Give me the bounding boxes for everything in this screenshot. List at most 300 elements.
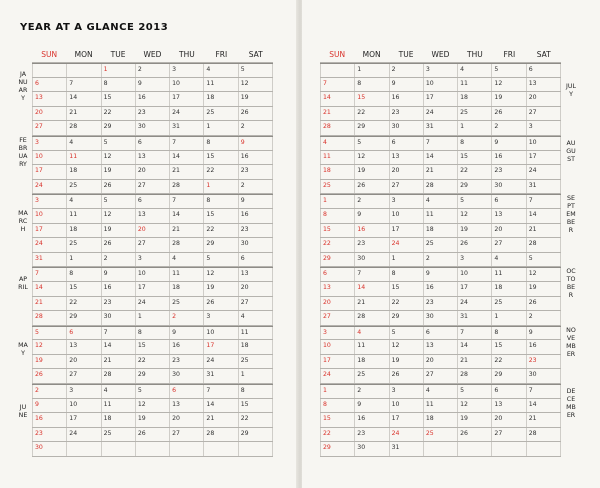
day-cell[interactable]: 25: [67, 238, 101, 252]
day-cell[interactable]: 3: [67, 385, 101, 398]
day-cell[interactable]: 11: [320, 151, 355, 165]
day-cell[interactable]: 2: [136, 64, 170, 77]
day-cell[interactable]: 9: [424, 268, 458, 281]
day-cell[interactable]: 27: [320, 311, 355, 325]
day-cell[interactable]: 20: [239, 282, 273, 296]
day-cell[interactable]: 12: [458, 209, 492, 223]
day-cell[interactable]: 3: [170, 64, 204, 77]
day-cell[interactable]: 4: [355, 327, 389, 340]
day-cell[interactable]: 5: [102, 195, 136, 208]
day-cell[interactable]: 7: [424, 137, 458, 150]
day-cell[interactable]: 3: [424, 64, 458, 77]
day-cell[interactable]: 8: [136, 327, 170, 340]
day-cell[interactable]: 31: [204, 369, 238, 383]
day-cell[interactable]: 5: [458, 195, 492, 208]
day-cell[interactable]: 2: [492, 121, 526, 135]
day-cell[interactable]: 6: [136, 137, 170, 150]
day-cell[interactable]: 1: [102, 64, 136, 77]
day-cell[interactable]: 13: [32, 92, 67, 106]
day-cell[interactable]: 10: [32, 151, 67, 165]
day-cell[interactable]: 18: [67, 224, 101, 238]
day-cell[interactable]: 27: [239, 297, 273, 311]
day-cell[interactable]: 13: [239, 268, 273, 281]
day-cell[interactable]: 2: [527, 311, 561, 325]
day-cell[interactable]: 30: [527, 369, 561, 383]
day-cell[interactable]: [320, 64, 355, 77]
day-cell[interactable]: 24: [136, 297, 170, 311]
day-cell[interactable]: 26: [527, 297, 561, 311]
day-cell[interactable]: 5: [527, 253, 561, 267]
day-cell[interactable]: 2: [355, 195, 389, 208]
day-cell[interactable]: 17: [32, 165, 67, 179]
day-cell[interactable]: 7: [170, 137, 204, 150]
day-cell[interactable]: 16: [527, 340, 561, 354]
day-cell[interactable]: 10: [390, 209, 424, 223]
day-cell[interactable]: 12: [527, 268, 561, 281]
day-cell[interactable]: 30: [102, 311, 136, 325]
day-cell[interactable]: 29: [204, 238, 238, 252]
day-cell[interactable]: 26: [239, 107, 273, 121]
day-cell[interactable]: 18: [424, 224, 458, 238]
day-cell[interactable]: 27: [136, 180, 170, 194]
day-cell[interactable]: 29: [355, 121, 389, 135]
day-cell[interactable]: 30: [170, 369, 204, 383]
day-cell[interactable]: 17: [320, 355, 355, 369]
day-cell[interactable]: 23: [239, 165, 273, 179]
day-cell[interactable]: 28: [32, 311, 67, 325]
day-cell[interactable]: 26: [204, 297, 238, 311]
day-cell[interactable]: 25: [424, 238, 458, 252]
day-cell[interactable]: 23: [239, 224, 273, 238]
day-cell[interactable]: 30: [424, 311, 458, 325]
day-cell[interactable]: 6: [67, 327, 101, 340]
day-cell[interactable]: 16: [170, 340, 204, 354]
day-cell[interactable]: 26: [32, 369, 67, 383]
day-cell[interactable]: 10: [458, 268, 492, 281]
day-cell[interactable]: 29: [102, 121, 136, 135]
day-cell[interactable]: 5: [458, 385, 492, 398]
day-cell[interactable]: 28: [424, 180, 458, 194]
day-cell[interactable]: 30: [355, 442, 389, 456]
day-cell[interactable]: 8: [204, 137, 238, 150]
day-cell[interactable]: 2: [355, 385, 389, 398]
day-cell[interactable]: 23: [355, 238, 389, 252]
day-cell[interactable]: 18: [170, 282, 204, 296]
day-cell[interactable]: 20: [67, 355, 101, 369]
day-cell[interactable]: 26: [458, 428, 492, 442]
day-cell[interactable]: 24: [204, 355, 238, 369]
day-cell[interactable]: 11: [67, 209, 101, 223]
day-cell[interactable]: 27: [32, 121, 67, 135]
day-cell[interactable]: 12: [102, 209, 136, 223]
day-cell[interactable]: 27: [390, 180, 424, 194]
day-cell[interactable]: 19: [136, 413, 170, 427]
day-cell[interactable]: 4: [67, 195, 101, 208]
day-cell[interactable]: 1: [320, 195, 355, 208]
day-cell[interactable]: 27: [67, 369, 101, 383]
day-cell[interactable]: 2: [32, 385, 67, 398]
day-cell[interactable]: 13: [320, 282, 355, 296]
day-cell[interactable]: 12: [458, 399, 492, 413]
day-cell[interactable]: 8: [492, 327, 526, 340]
day-cell[interactable]: 31: [458, 311, 492, 325]
day-cell[interactable]: 8: [67, 268, 101, 281]
day-cell[interactable]: 4: [320, 137, 355, 150]
day-cell[interactable]: 29: [136, 369, 170, 383]
day-cell[interactable]: 2: [102, 253, 136, 267]
day-cell[interactable]: 12: [390, 340, 424, 354]
day-cell[interactable]: 31: [527, 180, 561, 194]
day-cell[interactable]: 14: [67, 92, 101, 106]
day-cell[interactable]: 30: [239, 238, 273, 252]
day-cell[interactable]: 23: [527, 355, 561, 369]
day-cell[interactable]: 14: [170, 209, 204, 223]
day-cell[interactable]: 13: [170, 399, 204, 413]
day-cell[interactable]: 8: [320, 209, 355, 223]
day-cell[interactable]: 4: [102, 385, 136, 398]
day-cell[interactable]: 15: [492, 340, 526, 354]
day-cell[interactable]: 6: [136, 195, 170, 208]
day-cell[interactable]: 14: [527, 399, 561, 413]
day-cell[interactable]: 21: [527, 413, 561, 427]
day-cell[interactable]: 9: [239, 195, 273, 208]
day-cell[interactable]: [136, 442, 170, 456]
day-cell[interactable]: 4: [424, 195, 458, 208]
day-cell[interactable]: 15: [239, 399, 273, 413]
day-cell[interactable]: 7: [204, 385, 238, 398]
day-cell[interactable]: 3: [32, 137, 67, 150]
day-cell[interactable]: 11: [170, 268, 204, 281]
day-cell[interactable]: 20: [492, 413, 526, 427]
day-cell[interactable]: 6: [390, 137, 424, 150]
day-cell[interactable]: 14: [204, 399, 238, 413]
day-cell[interactable]: [492, 442, 526, 456]
day-cell[interactable]: 5: [32, 327, 67, 340]
day-cell[interactable]: 15: [102, 92, 136, 106]
day-cell[interactable]: 9: [239, 137, 273, 150]
day-cell[interactable]: 16: [355, 413, 389, 427]
day-cell[interactable]: [32, 64, 67, 77]
day-cell[interactable]: 24: [527, 165, 561, 179]
day-cell[interactable]: 21: [170, 224, 204, 238]
day-cell[interactable]: 31: [32, 253, 67, 267]
day-cell[interactable]: 10: [32, 209, 67, 223]
day-cell[interactable]: 12: [204, 268, 238, 281]
day-cell[interactable]: 25: [239, 355, 273, 369]
day-cell[interactable]: 26: [492, 107, 526, 121]
day-cell[interactable]: 8: [320, 399, 355, 413]
day-cell[interactable]: 14: [527, 209, 561, 223]
day-cell[interactable]: 19: [390, 355, 424, 369]
day-cell[interactable]: 19: [355, 165, 389, 179]
day-cell[interactable]: 13: [136, 209, 170, 223]
day-cell[interactable]: 25: [102, 428, 136, 442]
day-cell[interactable]: 14: [102, 340, 136, 354]
day-cell[interactable]: 14: [32, 282, 67, 296]
day-cell[interactable]: 16: [492, 151, 526, 165]
day-cell[interactable]: 20: [527, 92, 561, 106]
day-cell[interactable]: [102, 442, 136, 456]
day-cell[interactable]: 21: [102, 355, 136, 369]
day-cell[interactable]: 17: [67, 413, 101, 427]
day-cell[interactable]: 21: [355, 297, 389, 311]
day-cell[interactable]: 20: [170, 413, 204, 427]
day-cell[interactable]: 28: [67, 121, 101, 135]
day-cell[interactable]: 28: [355, 311, 389, 325]
day-cell[interactable]: 17: [204, 340, 238, 354]
day-cell[interactable]: 12: [102, 151, 136, 165]
day-cell[interactable]: 12: [492, 78, 526, 92]
day-cell[interactable]: 30: [492, 180, 526, 194]
day-cell[interactable]: 23: [136, 107, 170, 121]
day-cell[interactable]: 8: [458, 137, 492, 150]
day-cell[interactable]: 11: [204, 78, 238, 92]
day-cell[interactable]: 3: [458, 253, 492, 267]
day-cell[interactable]: 1: [204, 180, 238, 194]
day-cell[interactable]: 26: [102, 180, 136, 194]
day-cell[interactable]: 27: [527, 107, 561, 121]
day-cell[interactable]: 30: [32, 442, 67, 456]
day-cell[interactable]: 9: [102, 268, 136, 281]
day-cell[interactable]: 26: [102, 238, 136, 252]
day-cell[interactable]: [170, 442, 204, 456]
day-cell[interactable]: 28: [170, 238, 204, 252]
day-cell[interactable]: 27: [170, 428, 204, 442]
day-cell[interactable]: 15: [204, 209, 238, 223]
day-cell[interactable]: 30: [355, 253, 389, 267]
day-cell[interactable]: 13: [424, 340, 458, 354]
day-cell[interactable]: 23: [102, 297, 136, 311]
day-cell[interactable]: 29: [67, 311, 101, 325]
day-cell[interactable]: 22: [67, 297, 101, 311]
day-cell[interactable]: 1: [320, 385, 355, 398]
day-cell[interactable]: 23: [492, 165, 526, 179]
day-cell[interactable]: 23: [355, 428, 389, 442]
day-cell[interactable]: 6: [320, 268, 355, 281]
day-cell[interactable]: 22: [320, 428, 355, 442]
day-cell[interactable]: 29: [458, 180, 492, 194]
day-cell[interactable]: 21: [527, 224, 561, 238]
day-cell[interactable]: 16: [239, 151, 273, 165]
day-cell[interactable]: 20: [492, 224, 526, 238]
day-cell[interactable]: 18: [492, 282, 526, 296]
day-cell[interactable]: 8: [355, 78, 389, 92]
day-cell[interactable]: 1: [458, 121, 492, 135]
day-cell[interactable]: 16: [424, 282, 458, 296]
day-cell[interactable]: 9: [136, 78, 170, 92]
day-cell[interactable]: 28: [102, 369, 136, 383]
day-cell[interactable]: 25: [458, 107, 492, 121]
day-cell[interactable]: 8: [390, 268, 424, 281]
day-cell[interactable]: 19: [204, 282, 238, 296]
day-cell[interactable]: 14: [320, 92, 355, 106]
day-cell[interactable]: 13: [492, 399, 526, 413]
day-cell[interactable]: 25: [170, 297, 204, 311]
day-cell[interactable]: 13: [527, 78, 561, 92]
day-cell[interactable]: 17: [424, 92, 458, 106]
day-cell[interactable]: 9: [492, 137, 526, 150]
day-cell[interactable]: 13: [136, 151, 170, 165]
day-cell[interactable]: 1: [239, 369, 273, 383]
day-cell[interactable]: 25: [492, 297, 526, 311]
day-cell[interactable]: 15: [355, 92, 389, 106]
day-cell[interactable]: 10: [320, 340, 355, 354]
day-cell[interactable]: 10: [204, 327, 238, 340]
day-cell[interactable]: 23: [424, 297, 458, 311]
day-cell[interactable]: 11: [355, 340, 389, 354]
day-cell[interactable]: 14: [170, 151, 204, 165]
day-cell[interactable]: 21: [170, 165, 204, 179]
day-cell[interactable]: 21: [32, 297, 67, 311]
day-cell[interactable]: 24: [32, 180, 67, 194]
day-cell[interactable]: 22: [239, 413, 273, 427]
day-cell[interactable]: 6: [32, 78, 67, 92]
day-cell[interactable]: 22: [492, 355, 526, 369]
day-cell[interactable]: 17: [136, 282, 170, 296]
day-cell[interactable]: 12: [136, 399, 170, 413]
day-cell[interactable]: 1: [492, 311, 526, 325]
day-cell[interactable]: 5: [136, 385, 170, 398]
day-cell[interactable]: 12: [32, 340, 67, 354]
day-cell[interactable]: 17: [32, 224, 67, 238]
day-cell[interactable]: 3: [136, 253, 170, 267]
day-cell[interactable]: 4: [67, 137, 101, 150]
day-cell[interactable]: 24: [170, 107, 204, 121]
day-cell[interactable]: 3: [204, 311, 238, 325]
day-cell[interactable]: 20: [136, 165, 170, 179]
day-cell[interactable]: 4: [492, 253, 526, 267]
day-cell[interactable]: 23: [170, 355, 204, 369]
day-cell[interactable]: 22: [136, 355, 170, 369]
day-cell[interactable]: 1: [355, 64, 389, 77]
day-cell[interactable]: 22: [458, 165, 492, 179]
day-cell[interactable]: 16: [239, 209, 273, 223]
day-cell[interactable]: 15: [67, 282, 101, 296]
day-cell[interactable]: 15: [204, 151, 238, 165]
day-cell[interactable]: 31: [424, 121, 458, 135]
day-cell[interactable]: 26: [136, 428, 170, 442]
day-cell[interactable]: 6: [492, 195, 526, 208]
day-cell[interactable]: 8: [102, 78, 136, 92]
day-cell[interactable]: 9: [170, 327, 204, 340]
day-cell[interactable]: 28: [458, 369, 492, 383]
day-cell[interactable]: 22: [102, 107, 136, 121]
day-cell[interactable]: 18: [320, 165, 355, 179]
day-cell[interactable]: 28: [170, 180, 204, 194]
day-cell[interactable]: 7: [170, 195, 204, 208]
day-cell[interactable]: 5: [102, 137, 136, 150]
day-cell[interactable]: 2: [239, 121, 273, 135]
day-cell[interactable]: [527, 442, 561, 456]
day-cell[interactable]: 14: [424, 151, 458, 165]
day-cell[interactable]: 7: [527, 385, 561, 398]
day-cell[interactable]: 29: [320, 442, 355, 456]
day-cell[interactable]: 15: [390, 282, 424, 296]
day-cell[interactable]: 2: [424, 253, 458, 267]
day-cell[interactable]: 24: [390, 428, 424, 442]
day-cell[interactable]: 12: [355, 151, 389, 165]
day-cell[interactable]: 9: [527, 327, 561, 340]
day-cell[interactable]: 13: [67, 340, 101, 354]
day-cell[interactable]: 6: [527, 64, 561, 77]
day-cell[interactable]: 18: [458, 92, 492, 106]
day-cell[interactable]: 19: [32, 355, 67, 369]
day-cell[interactable]: [67, 64, 101, 77]
day-cell[interactable]: 5: [239, 64, 273, 77]
day-cell[interactable]: 24: [320, 369, 355, 383]
day-cell[interactable]: 28: [527, 428, 561, 442]
day-cell[interactable]: 23: [390, 107, 424, 121]
day-cell[interactable]: [204, 442, 238, 456]
day-cell[interactable]: 10: [527, 137, 561, 150]
day-cell[interactable]: 17: [390, 413, 424, 427]
day-cell[interactable]: 24: [32, 238, 67, 252]
day-cell[interactable]: 2: [170, 311, 204, 325]
day-cell[interactable]: 10: [424, 78, 458, 92]
day-cell[interactable]: 22: [204, 165, 238, 179]
day-cell[interactable]: 22: [320, 238, 355, 252]
day-cell[interactable]: 9: [390, 78, 424, 92]
day-cell[interactable]: 25: [67, 180, 101, 194]
day-cell[interactable]: 18: [102, 413, 136, 427]
day-cell[interactable]: 5: [204, 253, 238, 267]
day-cell[interactable]: 10: [170, 78, 204, 92]
day-cell[interactable]: 28: [527, 238, 561, 252]
day-cell[interactable]: 7: [527, 195, 561, 208]
day-cell[interactable]: 30: [390, 121, 424, 135]
day-cell[interactable]: 11: [102, 399, 136, 413]
day-cell[interactable]: 19: [527, 282, 561, 296]
day-cell[interactable]: 1: [390, 253, 424, 267]
day-cell[interactable]: 16: [32, 413, 67, 427]
day-cell[interactable]: 19: [458, 413, 492, 427]
day-cell[interactable]: 4: [424, 385, 458, 398]
day-cell[interactable]: 11: [424, 209, 458, 223]
day-cell[interactable]: 19: [458, 224, 492, 238]
day-cell[interactable]: 28: [204, 428, 238, 442]
day-cell[interactable]: 6: [170, 385, 204, 398]
day-cell[interactable]: 20: [424, 355, 458, 369]
day-cell[interactable]: 10: [136, 268, 170, 281]
day-cell[interactable]: 15: [320, 224, 355, 238]
day-cell[interactable]: 29: [390, 311, 424, 325]
day-cell[interactable]: 4: [204, 64, 238, 77]
day-cell[interactable]: 20: [390, 165, 424, 179]
day-cell[interactable]: 7: [102, 327, 136, 340]
day-cell[interactable]: 21: [204, 413, 238, 427]
day-cell[interactable]: 29: [239, 428, 273, 442]
day-cell[interactable]: 9: [355, 399, 389, 413]
day-cell[interactable]: 14: [355, 282, 389, 296]
day-cell[interactable]: 18: [424, 413, 458, 427]
day-cell[interactable]: 3: [527, 121, 561, 135]
day-cell[interactable]: 8: [239, 385, 273, 398]
day-cell[interactable]: 3: [390, 195, 424, 208]
day-cell[interactable]: 24: [67, 428, 101, 442]
day-cell[interactable]: 21: [320, 107, 355, 121]
day-cell[interactable]: 11: [67, 151, 101, 165]
day-cell[interactable]: 27: [424, 369, 458, 383]
day-cell[interactable]: 20: [32, 107, 67, 121]
day-cell[interactable]: 25: [424, 428, 458, 442]
day-cell[interactable]: 24: [424, 107, 458, 121]
day-cell[interactable]: 6: [492, 385, 526, 398]
day-cell[interactable]: 7: [32, 268, 67, 281]
day-cell[interactable]: 1: [67, 253, 101, 267]
day-cell[interactable]: 11: [492, 268, 526, 281]
day-cell[interactable]: 17: [527, 151, 561, 165]
day-cell[interactable]: 16: [390, 92, 424, 106]
